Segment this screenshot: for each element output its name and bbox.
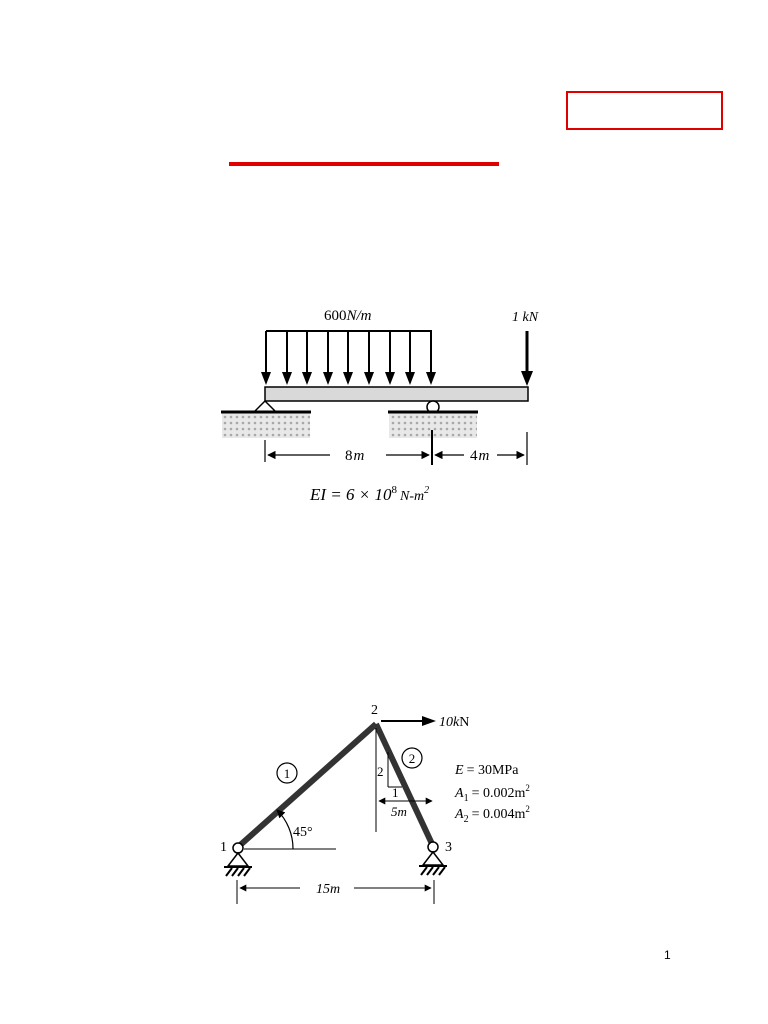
dist-load-label: 600N/m <box>324 308 372 324</box>
beam <box>265 387 528 401</box>
point-load-label: 1 kN <box>512 310 539 325</box>
offset-label: 5m <box>391 804 407 819</box>
prop-a2: $A_2 = 0.004m^2$ <box>455 804 530 825</box>
member-2 <box>376 724 433 846</box>
node-2-label: 2 <box>371 703 378 718</box>
member-2-label <box>402 748 422 768</box>
page-number: 1 <box>664 948 671 962</box>
angle-label: 45° <box>293 825 313 840</box>
member-1-label <box>277 763 297 783</box>
span2-label: 4m <box>470 448 490 464</box>
material-properties <box>454 763 530 825</box>
truss-figure <box>220 703 530 904</box>
distributed-load <box>261 331 436 385</box>
support-3 <box>419 842 447 875</box>
span1-label: 8m <box>345 448 365 464</box>
load-arrow <box>381 716 436 726</box>
ei-label: EI = $6 \times 10^8$ $_{N-m}^2$ <box>310 484 430 504</box>
load-label: 10kN <box>439 715 470 730</box>
node-3-label: 3 <box>445 840 452 855</box>
slope-rise-label: 2 <box>377 764 384 779</box>
svg-text:1: 1 <box>283 766 291 781</box>
span-label: 15m <box>316 882 341 897</box>
prop-e: E = 30MPa <box>455 763 519 778</box>
svg-text:2: 2 <box>408 751 416 766</box>
support-1 <box>224 843 252 876</box>
slope-run-label: 1 <box>392 785 399 800</box>
beam-figure <box>221 308 539 504</box>
left-pin-support <box>221 401 311 438</box>
node-1-label: 1 <box>220 840 227 855</box>
prop-a1: $A_1 = 0.002m^2$ <box>455 783 530 804</box>
point-load-arrow <box>521 331 533 386</box>
